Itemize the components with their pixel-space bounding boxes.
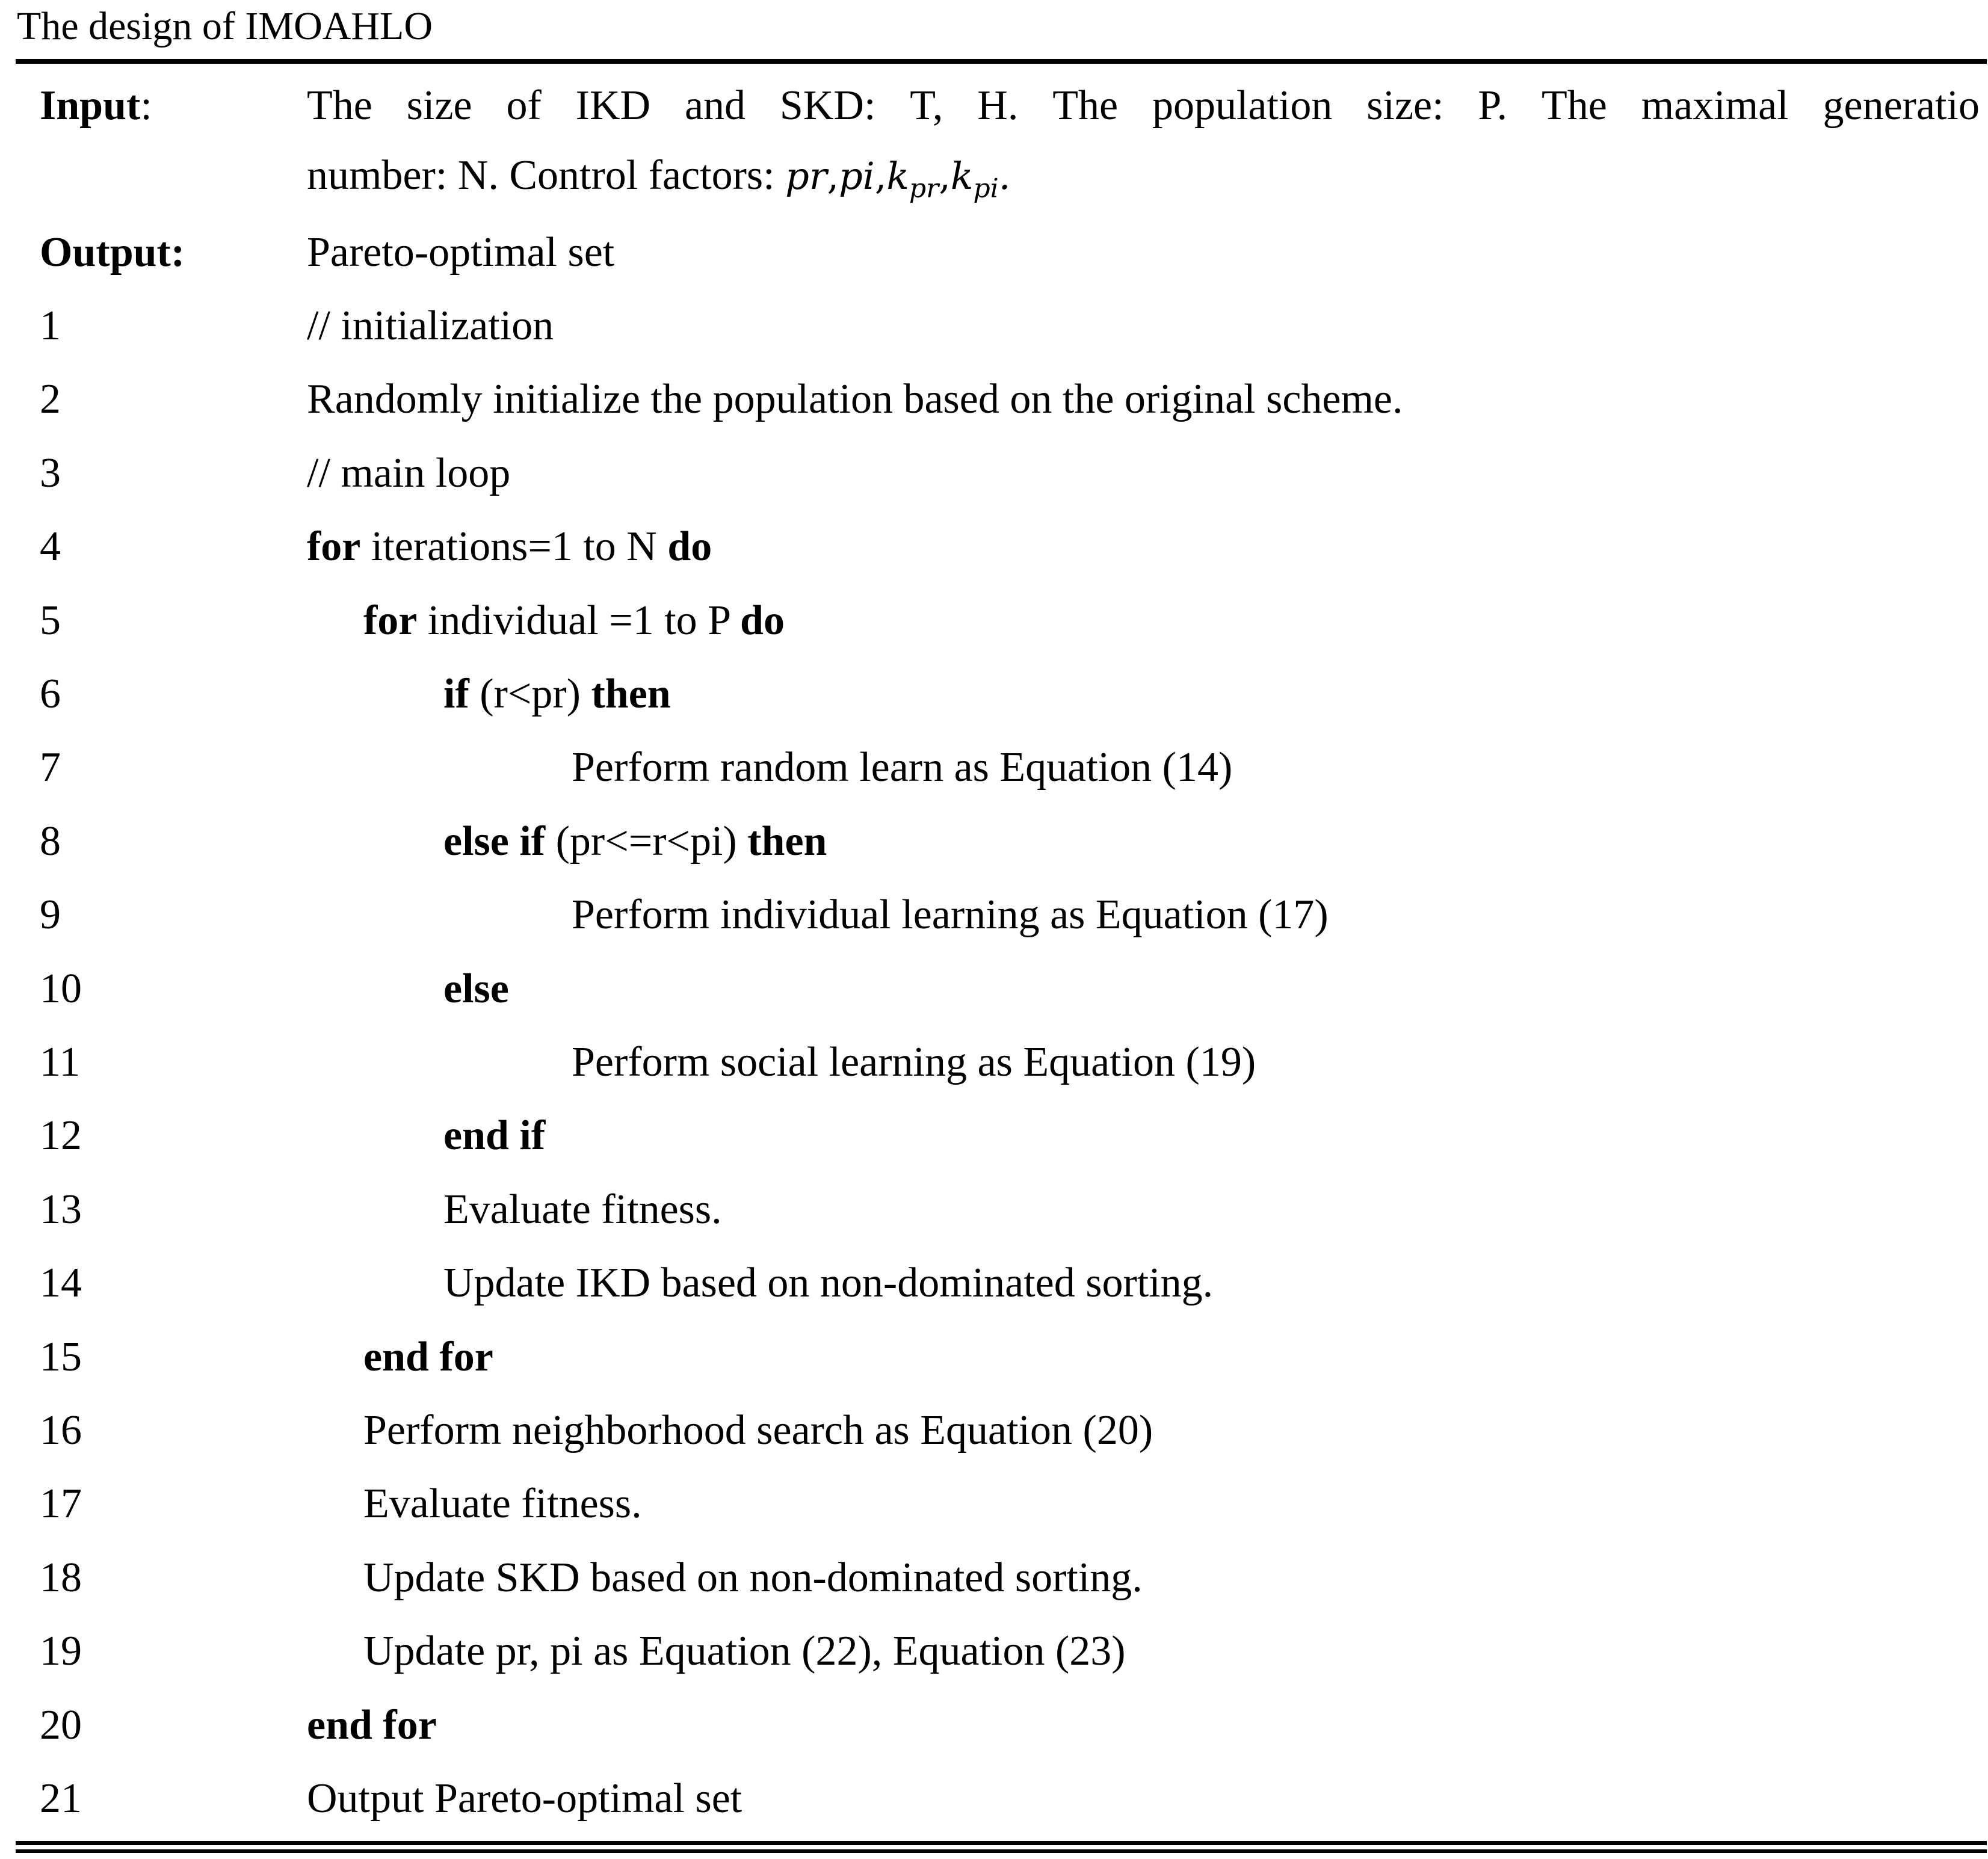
input-label-text: Input — [40, 82, 141, 129]
input-line2-prefix: number: N. Control factors: — [307, 152, 775, 199]
line-number: 8 — [40, 818, 61, 865]
step-text: individual =1 to P — [417, 597, 741, 644]
factor-separator: , — [939, 154, 951, 198]
algorithm-step — [363, 1624, 1126, 1679]
step-text: Evaluate fitness. — [363, 1481, 642, 1527]
line-number: 17 — [40, 1481, 82, 1527]
control-factor-subscript: pr — [909, 173, 939, 204]
control-factor — [839, 154, 875, 198]
algorithm-step — [572, 1035, 1256, 1090]
input-word: population — [1152, 82, 1333, 129]
algorithm-step — [363, 1404, 1153, 1458]
keyword: do — [667, 523, 712, 570]
keyword: end if — [443, 1112, 546, 1159]
output-label: Output: — [40, 229, 185, 276]
algorithm-step — [363, 1477, 642, 1531]
line-number: 3 — [40, 450, 61, 496]
step-text: (pr<=r<pi) — [545, 818, 748, 865]
step-text: Update SKD based on non-dominated sorting. — [363, 1555, 1143, 1601]
keyword: for — [307, 523, 361, 570]
line-number: 18 — [40, 1555, 82, 1601]
step-text: // main loop — [307, 450, 511, 496]
step-text: Update IKD based on non-dominated sorting. — [443, 1260, 1214, 1306]
line-number: 9 — [40, 892, 61, 938]
keyword: if — [443, 671, 469, 717]
algorithm-step — [443, 815, 827, 869]
input-word: size — [406, 82, 472, 129]
control-factor-base: pi — [839, 154, 875, 198]
line-number: 4 — [40, 523, 61, 570]
step-text: Perform social learning as Equation (19) — [572, 1039, 1256, 1085]
line-number: 2 — [40, 376, 61, 422]
algorithm-step — [572, 888, 1329, 942]
input-word: The — [1052, 82, 1119, 129]
step-text: Perform random learn as Equation (14) — [572, 744, 1233, 791]
step-text: Perform individual learning as Equation (17) — [572, 892, 1329, 938]
input-word: and — [684, 82, 746, 129]
algorithm-step — [307, 1772, 742, 1826]
input-description-line2 — [307, 149, 1010, 203]
keyword: end for — [363, 1334, 493, 1380]
algorithm-step — [307, 446, 510, 501]
line-number: 10 — [40, 966, 82, 1012]
keyword: then — [747, 818, 827, 865]
algorithm-step — [363, 1551, 1143, 1605]
control-factor — [785, 154, 827, 198]
line-number: 7 — [40, 744, 61, 791]
keyword: else if — [443, 818, 546, 865]
step-text: iterations=1 to N — [360, 523, 668, 570]
line-number: 11 — [40, 1039, 81, 1085]
factor-separator: , — [874, 154, 887, 198]
bottom-rule-upper — [16, 1841, 1987, 1845]
factor-separator: , — [827, 154, 839, 198]
input-word: of — [506, 82, 542, 129]
step-text: Output Pareto-optimal set — [307, 1775, 742, 1822]
control-factor — [886, 154, 939, 204]
step-text: // initialization — [307, 303, 554, 349]
line-number: 1 — [40, 303, 61, 349]
algorithm-step — [307, 520, 712, 574]
step-text: Perform neighborhood search as Equation (20) — [363, 1407, 1153, 1454]
bottom-rule-lower — [16, 1849, 1987, 1853]
line-number: 6 — [40, 671, 61, 717]
line-number: 15 — [40, 1334, 82, 1380]
line-number: 14 — [40, 1260, 82, 1306]
control-factor-subscript: pi — [973, 173, 999, 204]
step-text: Evaluate fitness. — [443, 1186, 722, 1233]
keyword: do — [740, 597, 785, 644]
algorithm-step — [443, 667, 671, 721]
line-number: 20 — [40, 1702, 82, 1748]
input-label-colon: : — [140, 82, 152, 129]
input-label — [40, 79, 152, 133]
keyword: else — [443, 966, 509, 1012]
line-number: 5 — [40, 597, 61, 644]
input-word: H. — [977, 82, 1019, 129]
step-text: (r<pr) — [469, 671, 591, 717]
control-factor-base: k — [886, 154, 909, 198]
step-text: Randomly initialize the population based on the original scheme. — [307, 376, 1403, 422]
input-word: maximal — [1641, 82, 1789, 129]
input-word: The — [307, 82, 372, 129]
algorithm-step — [443, 1256, 1213, 1310]
control-factors — [785, 154, 999, 204]
algorithm-step — [307, 372, 1403, 427]
algorithm-step — [443, 962, 509, 1016]
control-factor-base: k — [950, 154, 974, 198]
input-word: P. — [1478, 82, 1508, 129]
input-description-line1 — [307, 79, 1980, 133]
line-number: 12 — [40, 1112, 82, 1159]
algorithm-step — [443, 1183, 722, 1237]
top-rule — [16, 59, 1987, 64]
algorithm-step — [443, 1109, 545, 1163]
output-description: Pareto-optimal set — [307, 229, 615, 276]
table-caption: The design of IMOAHLO — [17, 4, 433, 48]
line-number: 16 — [40, 1407, 82, 1454]
keyword: end for — [307, 1702, 437, 1748]
algorithm-step — [363, 1330, 493, 1384]
line-number: 19 — [40, 1628, 82, 1674]
algorithm-step — [307, 1698, 437, 1753]
line-number: 13 — [40, 1186, 82, 1233]
line-number: 21 — [40, 1775, 82, 1822]
keyword: then — [591, 671, 671, 717]
input-word: IKD — [575, 82, 651, 129]
input-word: SKD: — [779, 82, 876, 129]
input-word: generatio — [1823, 82, 1980, 129]
algorithm-step — [363, 594, 785, 648]
algorithm-step — [307, 299, 554, 353]
input-word: T, — [910, 82, 943, 129]
control-factor — [950, 154, 999, 204]
input-word: The — [1541, 82, 1607, 129]
input-line2-end: . — [998, 154, 1011, 198]
input-word: size: — [1366, 82, 1444, 129]
control-factor-base: pr — [785, 154, 827, 198]
algorithm-step — [572, 741, 1232, 795]
step-text: Update pr, pi as Equation (22), Equation (23) — [363, 1628, 1126, 1674]
keyword: for — [363, 597, 418, 644]
